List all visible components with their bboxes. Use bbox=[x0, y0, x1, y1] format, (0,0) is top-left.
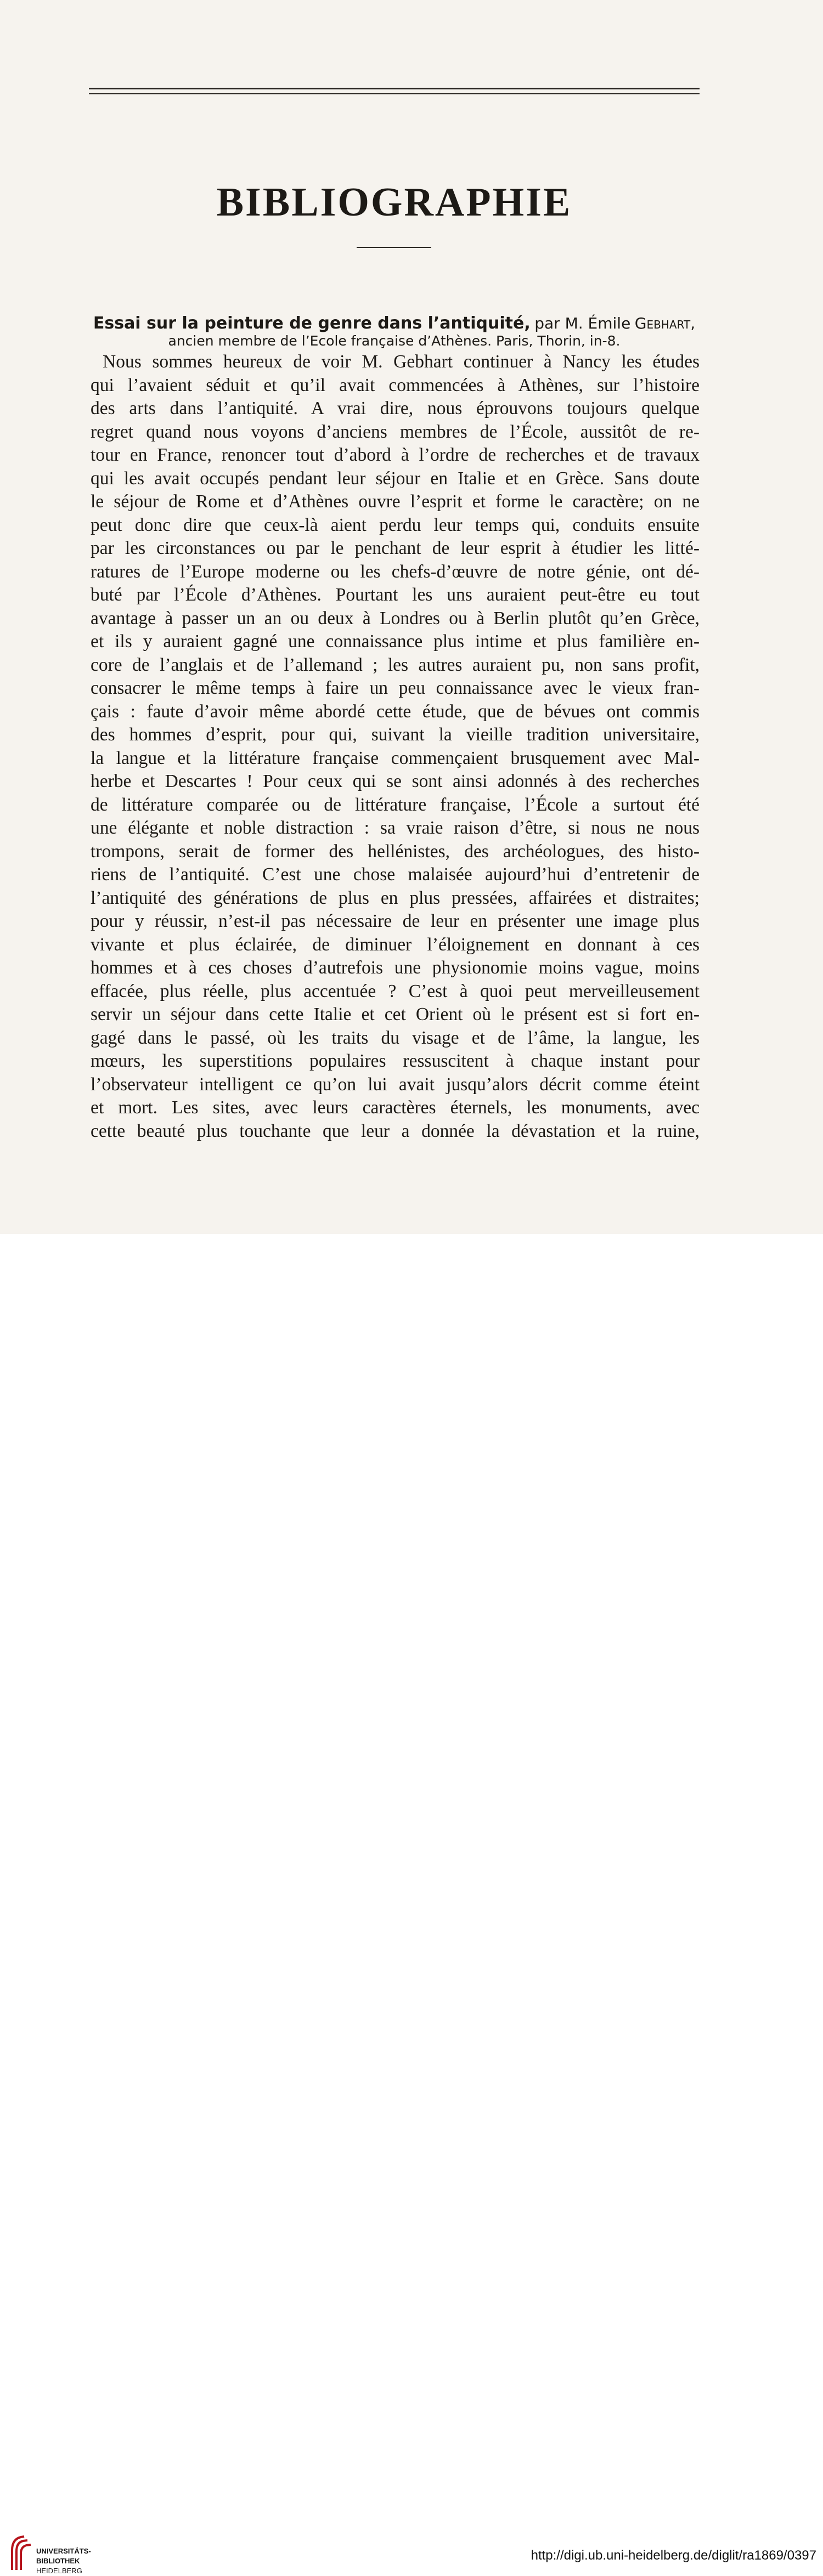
body-text-line: des arts dans l’antiquité. A vrai dire, nous éprouvons toujours quelque bbox=[91, 398, 700, 418]
page-footer bbox=[0, 1234, 823, 2575]
body-text-line: vivante et plus éclairée, de diminuer l’éloignement en donnant à ces bbox=[91, 934, 700, 955]
body-text-line: riens de l’antiquité. C’est une chose malaisée aujourd’hui d’entretenir de bbox=[91, 864, 700, 885]
entry-heading bbox=[89, 315, 700, 350]
body-text-line: l’observateur intelligent ce qu’on lui avait jusqu’alors décrit comme éteint bbox=[91, 1074, 700, 1095]
body-text-line: tour en France, renoncer tout d’abord à l’ordre de recherches et de travaux bbox=[91, 445, 700, 465]
heidelberg-library-logo-icon bbox=[10, 2534, 32, 2572]
entry-subline: ancien membre de l’Ecole française d’Athènes. Paris, Thorin, in-8. bbox=[168, 333, 621, 349]
body-text-line: servir un séjour dans cette Italie et cet Orient où le présent est si fort en- bbox=[91, 1004, 700, 1024]
review-body bbox=[91, 350, 700, 1143]
body-text-line: la langue et la littérature française commençaient brusquement avec Mal- bbox=[91, 748, 700, 768]
body-text-line: trompons, serait de former des hellénistes, des archéologues, des histo- bbox=[91, 841, 700, 862]
library-name-line: BIBLIOTHEK bbox=[36, 2557, 80, 2565]
body-text-line: consacrer le même temps à faire un peu connaissance avec le vieux fran- bbox=[91, 678, 700, 698]
body-text-line: buté par l’École d’Athènes. Pourtant les uns auraient peut-être eu tout bbox=[91, 585, 700, 605]
body-text-line: qui l’avaient séduit et qu’il avait commencées à Athènes, sur l’histoire bbox=[91, 375, 700, 395]
entry-by: par M. Émile bbox=[534, 314, 631, 332]
body-text-line: le séjour de Rome et d’Athènes ouvre l’esprit et forme le caractère; on ne bbox=[91, 491, 700, 512]
body-text-line: Nous sommes heureux de voir M. Gebhart continuer à Nancy les études bbox=[103, 352, 700, 372]
body-text-line: cette beauté plus touchante que leur a donnée la dévastation et la ruine, bbox=[91, 1120, 700, 1141]
body-text-line: çais : faute d’avoir même abordé cette étude, que de bévues ont commis bbox=[91, 701, 700, 722]
library-name-line: UNIVERSITÄTS- bbox=[36, 2547, 91, 2555]
body-text-line: regret quand nous voyons d’anciens membres de l’École, aussitôt de re- bbox=[91, 421, 700, 442]
header-double-rule bbox=[89, 88, 700, 94]
body-text-line: effacée, plus réelle, plus accentuée ? C’est à quoi peut merveilleusement bbox=[91, 981, 700, 1001]
body-text-line: avantage à passer un an ou deux à Londres ou à Berlin plutôt qu’en Grèce, bbox=[91, 608, 700, 629]
library-name-line: HEIDELBERG bbox=[36, 2567, 82, 2575]
body-text-line: une élégante et noble distraction : sa vraie raison d’être, si nous ne nous bbox=[91, 818, 700, 838]
source-url-link[interactable]: http://digi.ub.uni-heidelberg.de/diglit/ra1869/0397 bbox=[531, 2548, 816, 2563]
body-text-line: ratures de l’Europe moderne ou les chefs-d’œuvre de notre génie, ont dé- bbox=[91, 561, 700, 582]
body-text-line: mœurs, les superstitions populaires ressuscitent à chaque instant pour bbox=[91, 1051, 700, 1071]
page-title: BIBLIOGRAPHIE bbox=[216, 179, 572, 225]
entry-author-surname: Gebhart, bbox=[634, 314, 696, 332]
body-text-line: par les circonstances ou par le penchant de leur esprit à étudier les litté- bbox=[91, 538, 700, 558]
body-text-line: pour y réussir, n’est-il pas nécessaire de leur en présenter une image plus bbox=[91, 911, 700, 931]
library-name bbox=[36, 2546, 91, 2576]
scanned-page bbox=[0, 0, 823, 1234]
body-text-line: peut donc dire que ceux-là aient perdu leur temps qui, conduits ensuite bbox=[91, 514, 700, 535]
body-text-line: des hommes d’esprit, pour qui, suivant la vieille tradition universitaire, bbox=[91, 724, 700, 745]
body-text-line: core de l’anglais et de l’allemand ; les autres auraient pu, non sans profit, bbox=[91, 654, 700, 675]
body-text-line: qui les avait occupés pendant leur séjour en Italie et en Grèce. Sans doute bbox=[91, 468, 700, 489]
body-text-line: l’antiquité des générations de plus en plus pressées, affairées et distraites; bbox=[91, 887, 700, 908]
body-text-line: herbe et Descartes ! Pour ceux qui se sont ainsi adonnés à des recherches bbox=[91, 771, 700, 791]
entry-work-title: Essai sur la peinture de genre dans l’antiquité, bbox=[93, 314, 531, 333]
body-text-line: hommes et à ces choses d’autrefois une physionomie moins vague, moins bbox=[91, 958, 700, 978]
body-text-line: et mort. Les sites, avec leurs caractères éternels, les monuments, avec bbox=[91, 1097, 700, 1118]
body-text-line: de littérature comparée ou de littérature française, l’École a surtout été bbox=[91, 794, 700, 815]
title-separator-rule bbox=[357, 247, 431, 248]
body-text-line: gagé dans le passé, où les traits du visage et de l’âme, la langue, les bbox=[91, 1027, 700, 1048]
body-text-line: et ils y auraient gagné une connaissance plus intime et plus familière en- bbox=[91, 631, 700, 652]
